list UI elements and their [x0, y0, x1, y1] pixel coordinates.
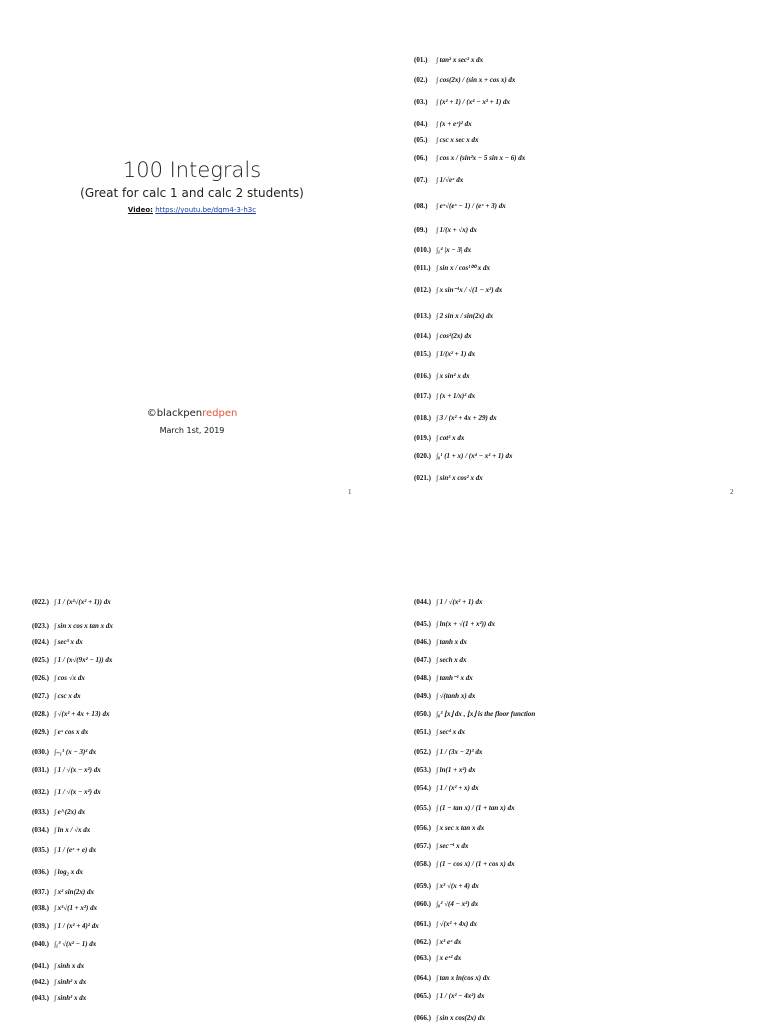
integral-expression: ∫ 1 / √(x² + 1) dx: [436, 598, 483, 606]
integral-number: (015.): [414, 350, 431, 358]
integral-expression: ∫ 1 / (eˣ + e) dx: [54, 846, 97, 854]
page-4: [384, 512, 768, 1024]
integral-number: (02.): [414, 76, 428, 84]
credit-red-text: redpen: [202, 408, 238, 419]
integral-expression: ∫ log₂ x dx: [54, 868, 84, 876]
integral-number: (061.): [414, 920, 431, 928]
page-subtitle: (Great for calc 1 and calc 2 students): [80, 186, 304, 200]
integral-item: [32, 638, 83, 647]
integral-item: [414, 992, 484, 1001]
integral-number: (045.): [414, 620, 431, 628]
integral-expression: ∫ ln(1 + x²) dx: [436, 766, 476, 774]
video-link[interactable]: https://youtu.be/dgm4-3-h3c: [155, 206, 257, 214]
integral-item: [414, 434, 464, 443]
integral-item: [32, 888, 94, 897]
integral-expression: ∫₀² √(4 − x²) dx: [436, 900, 479, 908]
integral-item: [414, 842, 468, 851]
integral-expression: ∫ 1 / (x² − 4x²) dx: [436, 992, 485, 1000]
integral-item: [414, 120, 472, 129]
integral-number: (017.): [414, 392, 431, 400]
integral-number: (014.): [414, 332, 431, 340]
integral-expression: ∫ 1/√eˣ dx: [436, 176, 464, 184]
integral-number: (037.): [32, 888, 49, 896]
integral-item: [32, 656, 112, 665]
copyright-symbol: ©: [146, 408, 157, 419]
integral-item: [414, 56, 483, 65]
integral-number: (044.): [414, 598, 431, 606]
integral-number: (012.): [414, 286, 431, 294]
integral-item: [32, 940, 96, 949]
integral-expression: ∫ tanh⁻¹ x dx: [436, 674, 473, 682]
integral-expression: ∫ √(x² + 4x) dx: [436, 920, 478, 928]
integral-expression: ∫₀³ ⌊x⌋ dx , ⌊x⌋ is the floor function: [436, 710, 536, 718]
integral-item: [414, 638, 467, 647]
integral-number: (046.): [414, 638, 431, 646]
integral-number: (062.): [414, 938, 431, 946]
integral-number: (066.): [414, 1014, 431, 1022]
integral-number: (09.): [414, 226, 428, 234]
integral-expression: ∫₁⁴ |x − 3| dx: [436, 246, 472, 254]
integral-item: [32, 922, 99, 931]
integral-number: (033.): [32, 808, 49, 816]
integral-expression: ∫ cos x / (sin²x − 5 sin x − 6) dx: [436, 154, 526, 162]
integral-number: (034.): [32, 826, 49, 834]
integral-expression: ∫ ln x / √x dx: [54, 826, 91, 834]
integral-item: [32, 978, 86, 987]
credit-black-text: blackpen: [156, 408, 203, 419]
integral-item: [32, 674, 85, 683]
integral-item: [414, 804, 515, 813]
integral-item: [32, 868, 83, 877]
page-title: 100 Integrals: [122, 158, 262, 182]
integral-item: [414, 474, 483, 483]
integral-item: [414, 710, 535, 719]
integral-number: (027.): [32, 692, 49, 700]
document-date: March 1st, 2019: [159, 426, 225, 435]
integral-item: [414, 372, 470, 381]
integral-expression: ∫ (x² + 1) / (x⁴ − x² + 1) dx: [436, 98, 511, 106]
integral-number: (035.): [32, 846, 49, 854]
integral-expression: ∫ 1 / √(x − x²) dx: [54, 788, 101, 796]
integral-number: (05.): [414, 136, 428, 144]
page-3: [0, 512, 384, 1024]
integral-expression: ∫ 1 / (3x − 2)³ dx: [436, 748, 483, 756]
integral-item: [32, 728, 88, 737]
integral-item: [414, 728, 465, 737]
integral-expression: ∫ csc x dx: [54, 692, 81, 700]
integral-item: [414, 414, 497, 423]
integral-item: [32, 622, 113, 631]
integral-number: (06.): [414, 154, 428, 162]
author-credit: [0, 408, 384, 419]
integral-item: [414, 350, 475, 359]
integral-number: (038.): [32, 904, 49, 912]
integral-expression: ∫ tanh x dx: [436, 638, 467, 646]
integral-expression: ∫ 1/(x² + 1) dx: [436, 350, 476, 358]
integral-expression: ∫ 1 / (x² + x) dx: [436, 784, 479, 792]
integral-item: [32, 598, 111, 607]
integral-item: [414, 154, 525, 163]
integral-expression: ∫ √(x² + 4x + 13) dx: [54, 710, 110, 718]
integral-number: (021.): [414, 474, 431, 482]
integral-expression: ∫ cos(2x) / (sin x + cos x) dx: [436, 76, 516, 84]
integral-number: (024.): [32, 638, 49, 646]
integral-number: (042.): [32, 978, 49, 986]
integral-item: [414, 860, 515, 869]
integral-item: [414, 674, 473, 683]
integral-expression: ∫ cot² x dx: [436, 434, 465, 442]
integral-item: [414, 900, 478, 909]
integral-number: (016.): [414, 372, 431, 380]
integral-number: (07.): [414, 176, 428, 184]
integral-item: [414, 920, 477, 929]
integral-item: [32, 904, 97, 913]
integral-item: [414, 202, 506, 211]
integral-item: [414, 264, 490, 273]
integral-expression: ∫ 1/(x + √x) dx: [436, 226, 477, 234]
page-1: [0, 0, 384, 512]
integral-expression: ∫ tan² x sec² x dx: [436, 56, 484, 64]
integral-item: [414, 692, 475, 701]
integral-number: (043.): [32, 994, 49, 1002]
integral-item: [32, 994, 86, 1003]
integral-expression: ∫ cos²(2x) dx: [436, 332, 472, 340]
integral-item: [414, 938, 461, 947]
integral-expression: ∫ √(tanh x) dx: [436, 692, 476, 700]
integral-number: (054.): [414, 784, 431, 792]
integral-number: (022.): [32, 598, 49, 606]
integral-expression: ∫ sec⁴ x dx: [436, 728, 466, 736]
video-line: [0, 206, 384, 214]
integral-item: [414, 1014, 485, 1023]
integral-expression: ∫ sech x dx: [436, 656, 467, 664]
integral-item: [32, 692, 81, 701]
integral-expression: ∫₋₁¹ (x − 3)² dx: [54, 748, 97, 756]
integral-number: (023.): [32, 622, 49, 630]
integral-expression: ∫ (x + eˣ)² dx: [436, 120, 472, 128]
integral-item: [32, 710, 110, 719]
integral-number: (056.): [414, 824, 431, 832]
integral-expression: ∫ (1 − cos x) / (1 + cos x) dx: [436, 860, 515, 868]
integral-expression: ∫ sin³ x cos² x dx: [436, 474, 483, 482]
integral-item: [414, 76, 515, 85]
integral-expression: ∫ sinh x dx: [54, 962, 85, 970]
integral-expression: ∫ sin x cos(2x) dx: [436, 1014, 485, 1022]
integral-item: [414, 882, 479, 891]
integral-number: (050.): [414, 710, 431, 718]
integral-expression: ∫ eˣ√(eˣ − 1) / (eˣ + 3) dx: [436, 202, 506, 210]
integral-number: (059.): [414, 882, 431, 890]
integral-number: (057.): [414, 842, 431, 850]
integral-item: [414, 136, 479, 145]
integral-expression: ∫ 1 / (x√(9x² − 1)) dx: [54, 656, 113, 664]
integral-number: (063.): [414, 954, 431, 962]
integral-number: (031.): [32, 766, 49, 774]
integral-number: (028.): [32, 710, 49, 718]
integral-expression: ∫ x³ eˣ dx: [436, 938, 462, 946]
integral-item: [414, 98, 510, 107]
integral-number: (058.): [414, 860, 431, 868]
integral-number: (064.): [414, 974, 431, 982]
integral-expression: ∫ 2 sin x / sin(2x) dx: [436, 312, 494, 320]
integral-item: [414, 974, 490, 983]
integral-number: (055.): [414, 804, 431, 812]
integral-number: (039.): [32, 922, 49, 930]
integral-expression: ∫ 1 / (x²√(x² + 1)) dx: [54, 598, 111, 606]
integral-expression: ∫ sin x / cos¹⁰⁰ x dx: [436, 264, 490, 272]
integral-number: (01.): [414, 56, 428, 64]
integral-item: [414, 286, 502, 295]
integral-number: (010.): [414, 246, 431, 254]
integral-number: (029.): [32, 728, 49, 736]
page-number: 2: [730, 488, 734, 496]
integral-expression: ∫₁³ √(x² − 1) dx: [54, 940, 97, 948]
integral-item: [414, 312, 493, 321]
integral-number: (04.): [414, 120, 428, 128]
integral-number: (03.): [414, 98, 428, 106]
integral-item: [414, 598, 482, 607]
integral-expression: ∫ csc x sec x dx: [436, 136, 479, 144]
integral-number: (036.): [32, 868, 49, 876]
integral-item: [414, 332, 472, 341]
integral-expression: ∫ sinh³ x dx: [54, 994, 87, 1002]
integral-expression: ∫ sin x cos x tan x dx: [54, 622, 113, 630]
integral-item: [414, 954, 461, 963]
integral-number: (053.): [414, 766, 431, 774]
integral-item: [32, 788, 101, 797]
integral-expression: ∫ (1 − tan x) / (1 + tan x) dx: [436, 804, 515, 812]
integral-item: [414, 784, 479, 793]
integral-number: (026.): [32, 674, 49, 682]
integral-expression: ∫ ln(x + √(1 + x²)) dx: [436, 620, 495, 628]
integral-number: (025.): [32, 656, 49, 664]
page-2: [384, 0, 768, 512]
integral-expression: ∫ 3 / (x² + 4x + 29) dx: [436, 414, 497, 422]
integral-number: (060.): [414, 900, 431, 908]
integral-number: (040.): [32, 940, 49, 948]
integral-item: [414, 176, 463, 185]
integral-item: [414, 620, 495, 629]
integral-number: (051.): [414, 728, 431, 736]
integral-expression: ∫ sec⁻¹ x dx: [436, 842, 469, 850]
integral-item: [414, 824, 484, 833]
integral-expression: ∫ sinh² x dx: [54, 978, 87, 986]
integral-expression: ∫ e^(2x) dx: [54, 808, 86, 816]
integral-expression: ∫ x sin⁻¹x / √(1 − x²) dx: [436, 286, 503, 294]
page-number: 1: [348, 488, 352, 496]
integral-item: [414, 656, 467, 665]
integral-number: (041.): [32, 962, 49, 970]
integral-expression: ∫ 1 / (x² + 4)² dx: [54, 922, 99, 930]
integral-expression: ∫ sec³ x dx: [54, 638, 83, 646]
video-label: Video:: [127, 206, 153, 214]
integral-number: (049.): [414, 692, 431, 700]
integral-number: (052.): [414, 748, 431, 756]
integral-number: (011.): [414, 264, 431, 272]
integral-item: [32, 808, 85, 817]
integral-number: (019.): [414, 434, 431, 442]
integral-number: (030.): [32, 748, 49, 756]
integral-expression: ∫ eˣ cos x dx: [54, 728, 89, 736]
integral-expression: ∫ (x + 1/x)² dx: [436, 392, 476, 400]
integral-number: (032.): [32, 788, 49, 796]
integral-expression: ∫ 1 / √(x − x²) dx: [54, 766, 101, 774]
integral-number: (08.): [414, 202, 428, 210]
integral-number: (047.): [414, 656, 431, 664]
integral-item: [414, 226, 477, 235]
integral-expression: ∫ x sec x tan x dx: [436, 824, 485, 832]
integral-number: (020.): [414, 452, 431, 460]
integral-number: (048.): [414, 674, 431, 682]
integral-number: (018.): [414, 414, 431, 422]
integral-expression: ∫₀¹ (1 + x) / (x⁴ − x² + 1) dx: [436, 452, 513, 460]
integral-expression: ∫ cos √x dx: [54, 674, 85, 682]
integral-item: [414, 452, 512, 461]
integral-expression: ∫ x³ √(x + 4) dx: [436, 882, 479, 890]
integral-item: [32, 748, 96, 757]
integral-expression: ∫ x³√(1 + x²) dx: [54, 904, 98, 912]
integral-number: (013.): [414, 312, 431, 320]
integral-expression: ∫ x² sin(2x) dx: [54, 888, 94, 896]
integral-expression: ∫ tan x ln(cos x) dx: [436, 974, 490, 982]
integral-item: [414, 766, 476, 775]
integral-item: [414, 392, 475, 401]
integral-item: [414, 246, 471, 255]
integral-item: [32, 846, 96, 855]
integral-item: [414, 748, 482, 757]
integral-number: (065.): [414, 992, 431, 1000]
integral-item: [32, 962, 84, 971]
integral-item: [32, 826, 90, 835]
integral-expression: ∫ x eˣ² dx: [436, 954, 462, 962]
integral-item: [32, 766, 101, 775]
integral-expression: ∫ x sin² x dx: [436, 372, 470, 380]
